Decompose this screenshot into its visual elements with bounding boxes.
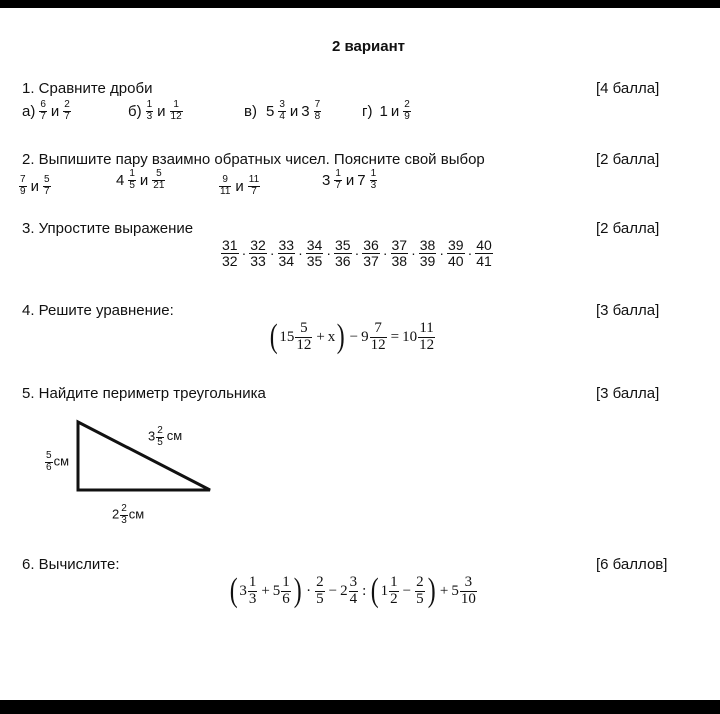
- right-triangle: [78, 422, 210, 490]
- right-paren: ): [336, 318, 345, 355]
- q3-fraction: $\frac{34}{35}$: [306, 237, 323, 269]
- multiply-dot: ·: [306, 582, 312, 599]
- multiply-dot: ·: [439, 245, 444, 262]
- q2-points: [2 балла]: [596, 151, 660, 168]
- fraction: 1 3: [370, 168, 377, 191]
- conj: и: [345, 171, 355, 189]
- fraction: 1 3: [146, 99, 153, 122]
- conj: и: [289, 102, 299, 120]
- q5-text: 5. Найдите периметр треугольника: [22, 385, 266, 402]
- equals-sign: =: [390, 328, 400, 345]
- multiply-dot: ·: [326, 245, 331, 262]
- fraction: $\frac{11}{12}$: [419, 319, 435, 353]
- fraction: $\frac{3}{4}$: [349, 573, 358, 607]
- hypotenuse-label: 3 $\frac{2}{5}$ см: [148, 425, 183, 448]
- q6-expression: [228, 574, 478, 608]
- conj: и: [235, 177, 244, 195]
- q1-b-label: б): [128, 102, 142, 120]
- left-paren: (: [269, 318, 278, 355]
- fraction: 2 7: [64, 99, 70, 122]
- q3-fraction: $\frac{36}{37}$: [363, 237, 379, 269]
- q3-fraction: $\frac{37}{38}$: [391, 237, 408, 269]
- conj: и: [139, 171, 149, 189]
- multiply-dot: ·: [411, 245, 416, 262]
- fraction: 7 9: [20, 174, 26, 197]
- whole: 3: [322, 171, 331, 189]
- fraction: 9 11: [220, 174, 231, 197]
- fraction: 1 5: [129, 168, 135, 191]
- q6-points: [6 баллов]: [596, 556, 668, 573]
- page-title: 2 вариант: [332, 38, 406, 55]
- whole: 5: [272, 582, 281, 599]
- worksheet-page: [0, 8, 720, 700]
- left-side-label: $\frac{5}{6}$ см: [46, 450, 69, 473]
- fraction: 3 4: [279, 99, 285, 122]
- conj: и: [390, 102, 400, 120]
- q3-fraction: $\frac{35}{36}$: [335, 237, 351, 269]
- q1-g-label: г): [362, 102, 373, 120]
- conj: и: [157, 102, 166, 120]
- left-paren: (: [229, 572, 238, 609]
- q3-fraction: $\frac{39}{40}$: [448, 237, 464, 269]
- fraction: 5 7: [43, 174, 50, 197]
- q3-fraction: $\frac{31}{32}$: [222, 237, 238, 269]
- divide-colon: :: [362, 582, 367, 599]
- q5-points: [3 балла]: [596, 385, 660, 402]
- minus-sign: −: [349, 328, 359, 345]
- whole: 4: [116, 171, 125, 189]
- q1-v-label: в): [244, 102, 257, 120]
- multiply-dot: ·: [269, 245, 275, 262]
- whole: 3: [239, 582, 247, 599]
- left-paren: (: [370, 572, 379, 609]
- fraction: $\frac{5}{12}$: [296, 319, 312, 353]
- conj: и: [30, 177, 39, 195]
- fraction: 11 7: [248, 174, 260, 197]
- q1-points: [4 балла]: [596, 80, 660, 97]
- whole: 5: [451, 582, 459, 599]
- multiply-dot: ·: [467, 245, 473, 262]
- q3-fraction: $\frac{32}{33}$: [250, 237, 266, 269]
- q3-fraction: $\frac{33}{34}$: [278, 237, 295, 269]
- conj: и: [50, 102, 60, 120]
- right-paren: ): [293, 572, 302, 609]
- q3-fraction: $\frac{38}{39}$: [419, 237, 436, 269]
- fraction: $\frac{3}{10}$: [460, 573, 476, 607]
- right-paren: ): [427, 572, 436, 609]
- fraction: 1 7: [335, 168, 341, 191]
- whole: 9: [361, 328, 369, 345]
- q1-a-label: а): [22, 102, 36, 120]
- q4-text: 4. Решите уравнение:: [22, 302, 174, 319]
- fraction: 2 9: [404, 99, 410, 122]
- minus-sign: −: [402, 582, 412, 599]
- q4-points: [3 балла]: [596, 302, 660, 319]
- multiply-dot: ·: [241, 245, 247, 262]
- fraction: 5 21: [153, 168, 165, 191]
- whole: 2: [340, 582, 348, 599]
- plus-sign: +: [261, 582, 270, 599]
- whole: 1: [380, 582, 389, 599]
- multiply-dot: ·: [354, 245, 360, 262]
- whole: 3: [301, 102, 310, 120]
- fraction: $\frac{2}{5}$: [316, 573, 324, 607]
- fraction: $\frac{7}{12}$: [370, 319, 386, 353]
- fraction: 7 8: [314, 99, 321, 122]
- fraction: 6 7: [40, 99, 46, 122]
- q3-points: [2 балла]: [596, 220, 660, 237]
- q2-text: 2. Выпишите пару взаимно обратных чисел. Поясните свой выбор: [22, 151, 485, 168]
- whole: 1: [379, 102, 388, 120]
- plus-sign: +: [316, 328, 325, 345]
- fraction: 1 12: [170, 99, 182, 122]
- whole: 15: [279, 328, 295, 345]
- multiply-dot: ·: [298, 245, 303, 262]
- minus-sign: −: [328, 582, 338, 599]
- q3-fraction: $\frac{40}{41}$: [476, 237, 492, 269]
- whole: 7: [357, 171, 366, 189]
- q3-text: 3. Упростите выражение: [22, 220, 194, 237]
- q1-text: 1. Сравните дроби: [22, 80, 153, 97]
- q6-text: 6. Вычислите:: [22, 556, 120, 573]
- whole: 5: [265, 102, 275, 120]
- fraction: $\frac{1}{3}$: [248, 573, 257, 607]
- fraction: $\frac{2}{5}$: [416, 573, 424, 607]
- multiply-dot: ·: [382, 245, 388, 262]
- variable-x: x: [327, 328, 336, 345]
- fraction: $\frac{1}{6}$: [282, 573, 290, 607]
- whole: 10: [402, 328, 418, 345]
- plus-sign: +: [439, 582, 449, 599]
- bottom-side-label: 2 $\frac{2}{3}$ см: [112, 503, 145, 526]
- fraction: $\frac{1}{2}$: [390, 573, 398, 607]
